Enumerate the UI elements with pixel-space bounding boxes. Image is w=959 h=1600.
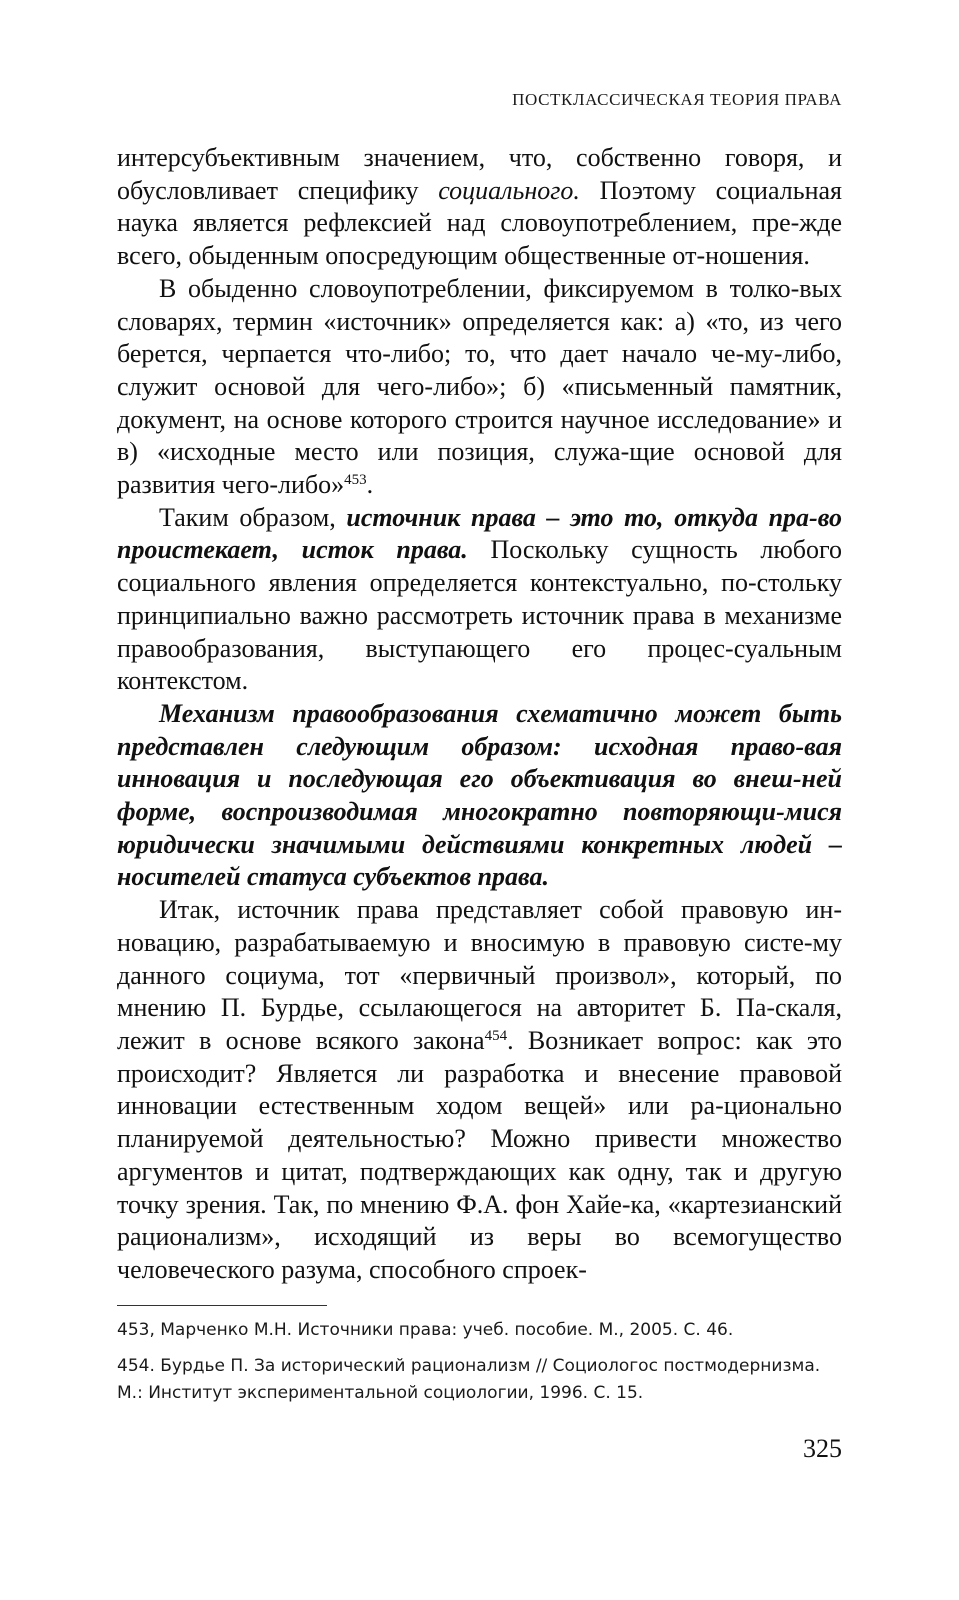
running-head: ПОСТКЛАССИЧЕСКАЯ ТЕОРИЯ ПРАВА xyxy=(512,90,842,109)
footnote-ref-454[interactable]: 454 xyxy=(484,1027,508,1044)
paragraph-4: Механизм правообразования схематично может быть представлен следующим образом: исходная право-вая инновация и последующая его объективация во внеш-ней форме, воспроизводимая многократно повторяющи-мися юридически значимыми действиями конкретных людей – носителей статуса субъектов права. xyxy=(117,698,842,892)
footnotes xyxy=(117,1317,842,1416)
footnote-453: 453, Марченко М.Н. Источники права: учеб. пособие. М., 2005. С. 46. xyxy=(117,1320,734,1340)
footnote-454: 454. Бурдье П. За исторический рационализм // Социологос постмодернизма. М.: Институт экспериментальной социологии, 1996. С. 15. xyxy=(117,1356,821,1403)
main-text xyxy=(117,142,842,1287)
paragraph-3: Таким образом, источник права – это то, откуда пра-во проистекает, исток права. Поскольку сущность любого социального явления определяется контекстуально, по-стольку принципиально важно рассмотреть источник права в механизме правообразования, выступающего его процес-суальным контекстом. xyxy=(117,502,842,696)
definition-emphasis: источник права – это то, откуда пра-во проистекает, исток права. xyxy=(117,502,842,565)
footnote-divider xyxy=(117,1305,327,1306)
paragraph-1: интерсубъективным значением, что, собственно говоря, и обусловливает специфику социального. Поэтому социальная наука является рефлексией над словоупотреблением, пре-жде всего, обыденным опосредующим общественные от-ношения. xyxy=(117,143,842,271)
italic-term: социального. xyxy=(438,175,580,205)
page-number: 325 xyxy=(803,1434,842,1463)
paragraph-5: Итак, источник права представляет собой правовую ин-новацию, разрабатываемую и вносимую в правовую систе-му данного социума, тот «первичный произвол», который, по мнению П. Бурдье, ссылающегося на авторитет Б. Па-скаля, лежит в основе всякого закона$^{454}$. Возникает вопрос: как это происходит? Является ли разработка и внесение правовой инновации естественным ходом вещей» или ра-ционально планируемой деятельностью? Можно привести множество аргументов и цитат, подтверждающих как одну, так и другую точку зрения. Так, по мнению Ф.А. фон Хайе-ка, «картезианский рационализм», исходящий из веры во всемогущество человеческого разума, способного спроек- xyxy=(117,895,842,1284)
paragraph-2: В обыденно словоупотреблении, фиксируемом в толко-вых словарях, термин «источник» определяется как: а) «то, из чего берется, черпается что-либо; то, что дает начало че-му-либо, служит основой для чего-либо»; б) «письменный памятник, документ, на основе которого строится научное исследование» и в) «исходные место или позиция, служа-щие основой для развития чего-либо»$^{453}$. xyxy=(117,273,842,500)
footnote-ref-453[interactable]: 453 xyxy=(344,472,367,489)
